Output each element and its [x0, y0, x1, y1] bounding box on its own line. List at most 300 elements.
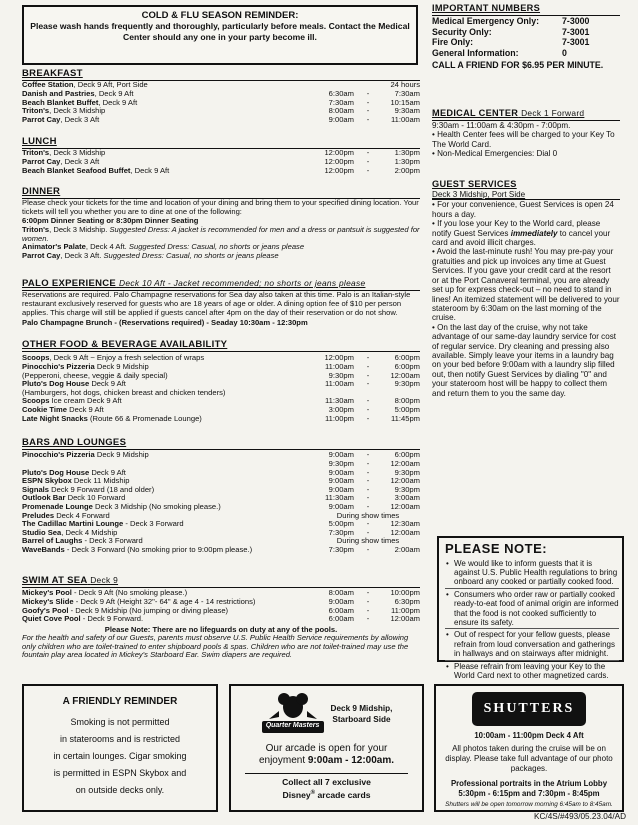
dash: -	[366, 484, 370, 494]
venue-detail: , Deck 9 Aft ~ Enjoy a fresh selection of wraps	[49, 354, 205, 363]
venue-detail: (Route 66 & Promenade Lounge)	[87, 414, 202, 423]
venue-name	[22, 486, 316, 495]
venue-name	[22, 81, 316, 90]
schedule-row	[22, 546, 420, 555]
schedule-row	[22, 158, 420, 167]
guest-p2: • If you lose your Key to the World card, please notify Guest Services immediately to cancel your card and avoid illicit charges.	[432, 219, 611, 248]
open-time: 9:00am	[328, 476, 354, 486]
reminder-line: in certain lounges. Cigar smoking	[53, 751, 187, 761]
shutters-hours: 10:00am - 11:00pm Deck 4 Aft	[474, 731, 584, 740]
call-friend-note: CALL A FRIEND FOR $6.95 PER MINUTE.	[432, 60, 604, 71]
venue-detail: (Hamburgers, hot dogs, chicken breast and chicken tenders)	[22, 388, 226, 397]
food-heading: OTHER FOOD & BEVERAGE AVAILABILITY	[22, 339, 228, 350]
open-time: 5:00pm	[328, 519, 354, 529]
venue-detail: - Deck 9 Midship (No jumping or diving please)	[68, 606, 229, 615]
dash: -	[366, 156, 370, 166]
venue-title: Beach Blanket Buffet	[22, 98, 99, 107]
venue-detail: Deck 4 Forward	[54, 511, 110, 520]
dash: -	[366, 450, 370, 460]
divider	[22, 351, 420, 352]
dash: -	[366, 396, 370, 406]
venue-title: Parrot Cay	[22, 157, 61, 166]
close-time: 1:30pm	[394, 156, 420, 166]
quarter-masters-text: Quarter Masters	[265, 722, 320, 729]
schedule-row	[22, 397, 420, 406]
schedule-row	[22, 116, 420, 125]
medical-heading: MEDICAL CENTER	[432, 108, 519, 118]
close-time: 12:00am	[390, 476, 420, 486]
guest-p1: • For your convenience, Guest Services is open 24 hours a day.	[432, 200, 614, 219]
bars-section	[22, 437, 420, 555]
important-list	[432, 16, 620, 58]
dash: -	[366, 88, 370, 98]
quarter-masters-logo	[261, 693, 325, 735]
dash: -	[366, 493, 370, 503]
open-time: 9:00am	[328, 484, 354, 494]
dash: -	[366, 379, 370, 389]
venue-detail: - Deck 3 Forward	[82, 537, 143, 546]
reminder-line: in staterooms and is restricted	[59, 734, 181, 744]
venue-title: The Cadillac Martini Lounge	[22, 520, 124, 529]
close-time: 11:00pm	[391, 605, 420, 615]
restaurant-name: Triton's	[22, 224, 50, 234]
schedule-row	[22, 90, 420, 99]
open-time: 12:00pm	[324, 148, 354, 158]
reminder-title: A FRIENDLY REMINDER	[62, 696, 178, 707]
friendly-reminder-box	[22, 684, 218, 812]
flu-title: COLD & FLU SEASON REMINDER:	[141, 10, 299, 21]
breakfast-section	[22, 68, 420, 124]
venue-detail: Deck 9 Forward (18 and older)	[49, 485, 155, 494]
schedule-row	[22, 512, 420, 521]
close-time: 12:00am	[390, 527, 420, 537]
venue-name	[22, 598, 316, 607]
open-time: 8:00am	[328, 106, 354, 116]
schedule-row	[22, 486, 420, 495]
note-item: • Consumers who order raw or partially cooked ready-to-eat food of animal origin are informed that the food is not cooked sufficiently to ensure its safety.	[445, 588, 619, 628]
show-times: During show times	[336, 536, 400, 546]
close-time: 9:30pm	[394, 484, 420, 494]
venue-title: Mickey's Slide	[22, 597, 74, 606]
dinner-section	[22, 186, 420, 261]
phone-number-row	[432, 37, 620, 48]
venue-name	[22, 149, 316, 158]
venue-detail: Deck 9 Midship	[94, 451, 149, 460]
dash: -	[366, 114, 370, 124]
flu-body: Please wash hands frequently and thoroughly, particularly before meals. Contact the Medical Center should any one in your party become ill.	[30, 21, 410, 43]
lunch-section	[22, 136, 420, 175]
open-time: 11:30am	[325, 396, 354, 406]
show-times: During show times	[336, 510, 400, 520]
open-time: 9:00am	[328, 467, 354, 477]
restaurant-location: , Deck 4 Aft.	[85, 242, 127, 252]
dash: -	[366, 165, 370, 175]
schedule-row	[22, 107, 420, 116]
open-time: 6:30am	[328, 88, 354, 98]
venue-name	[22, 397, 316, 406]
venue-title: Parrot Cay	[22, 115, 61, 124]
schedule-row	[22, 607, 420, 616]
venue-detail: Deck 9 Midship	[94, 362, 149, 371]
dress-code: Suggested Dress: Casual, no shorts or jeans please	[126, 242, 305, 252]
open-time: 7:30pm	[328, 527, 354, 537]
open-time: 7:30am	[328, 97, 354, 107]
phone-number-row	[432, 27, 620, 38]
phone-label: General Information:	[432, 47, 519, 58]
schedule-row	[22, 537, 420, 546]
close-time: 6:30pm	[394, 596, 420, 606]
open-time: 11:30am	[325, 493, 354, 503]
close-time: 6:00pm	[394, 353, 420, 363]
close-time: 10:00pm	[390, 588, 420, 598]
shutters-portraits-1: Professional portraits in the Atrium Lobby	[450, 779, 608, 789]
close-time: 11:45pm	[391, 413, 420, 423]
guest-sub: Deck 3 Midship, Port Side	[432, 190, 526, 200]
breakfast-heading: BREAKFAST	[22, 68, 83, 79]
dinner-intro: Please check your tickets for the time and location of your dining and bring them to your specified dining location. Your tickets will tell you whether you are to dine at one of the following:	[22, 198, 419, 217]
medical-nonmed: • Non-Medical Emergencies: Dial 0	[432, 149, 558, 159]
venue-title: Cookie Time	[22, 405, 68, 414]
medical-center	[428, 108, 624, 159]
schedule-row	[22, 372, 420, 381]
venue-name	[22, 520, 316, 529]
restaurant-location: , Deck 3 Aft.	[60, 251, 102, 261]
venue-detail: , Deck 9 Aft	[98, 98, 138, 107]
schedule-row	[22, 589, 420, 598]
note-item: • Out of respect for your fellow guests, please refrain from loud conversation and gatherings in hallways and on stairways after midnight.	[445, 628, 619, 658]
note-item: • Please refrain from leaving your Key to the World Card next to other magnetized cards.	[445, 660, 619, 681]
venue-detail: - Deck 3 Forward	[123, 520, 184, 529]
shutters-logo: SHUTTERS	[472, 692, 586, 726]
open-time: 6:00am	[328, 605, 354, 615]
schedule-row	[22, 598, 420, 607]
venue-name	[22, 589, 316, 598]
venue-name	[22, 406, 316, 415]
venue-title: Preludes	[22, 511, 55, 520]
footer-code: KC/4S/#493/05.23.04/AD	[534, 812, 626, 821]
open-time: 9:30pm	[328, 370, 354, 380]
dash: -	[366, 605, 370, 615]
dash: -	[366, 614, 370, 624]
venue-name	[22, 354, 316, 363]
venue-detail: (Pepperoni, cheese, veggie & daily special)	[22, 371, 168, 380]
dress-code: Suggested Dress: Casual, no shorts or jeans please	[101, 251, 279, 261]
close-time: 3:00am	[394, 493, 420, 503]
venue-title: WaveBands	[22, 545, 65, 554]
venue-detail: - Deck 9 Aft (No smoking please.)	[71, 589, 188, 598]
venue-title: Pluto's Dog House	[22, 380, 90, 389]
open-time: 11:00pm	[325, 413, 354, 423]
shutters-box	[434, 684, 624, 812]
open-time: 12:00pm	[324, 156, 354, 166]
schedule-row	[22, 469, 420, 478]
venue-name	[22, 363, 316, 372]
dash: -	[366, 361, 370, 371]
venue-detail: , Deck 9 Aft	[130, 166, 170, 175]
venue-title: Goofy's Pool	[22, 606, 69, 615]
venue-name	[22, 477, 316, 486]
arcade-open-1: Our arcade is open for your	[265, 743, 388, 754]
open-time: 11:00am	[325, 379, 354, 389]
venue-name	[22, 451, 316, 460]
close-time: 5:00pm	[394, 404, 420, 414]
close-time: 24 hours	[390, 80, 420, 90]
bars-heading: BARS AND LOUNGES	[22, 437, 127, 448]
venue-title: Beach Blanket Seafood Buffet	[22, 166, 131, 175]
dinner-line	[22, 252, 420, 261]
close-time: 12:00am	[390, 458, 420, 468]
shutters-display: All photos taken during the cruise will be on display. Please take full advantage of our photo packages.	[445, 744, 613, 774]
venue-detail: Deck 10 Forward	[65, 494, 126, 503]
venue-title: Outlook Bar	[22, 494, 66, 503]
please-note-heading: PLEASE NOTE:	[445, 541, 548, 556]
close-time: 12:00am	[390, 370, 420, 380]
open-time: 12:00pm	[324, 165, 354, 175]
venue-name	[22, 415, 316, 424]
arcade-open-2: enjoyment 9:00am - 12:00am.	[258, 755, 395, 766]
venue-name	[22, 158, 316, 167]
schedule-row	[22, 99, 420, 108]
schedule-row	[22, 81, 420, 90]
venue-detail: , Deck 3 Aft	[60, 157, 100, 166]
open-time: 7:30pm	[328, 544, 354, 554]
restaurant-name: Parrot Cay	[22, 251, 61, 261]
reminder-body	[24, 714, 216, 799]
venue-detail: Deck 11 Midship	[71, 477, 130, 486]
venue-name	[22, 512, 316, 521]
flu-reminder-box	[22, 5, 418, 65]
open-time: 9:00am	[328, 501, 354, 511]
close-time: 12:00am	[390, 614, 420, 624]
dash: -	[366, 467, 370, 477]
venue-name	[22, 607, 316, 616]
please-note-box	[437, 536, 624, 681]
swim-list	[22, 589, 420, 623]
venue-title: Danish and Pastries	[22, 89, 95, 98]
venue-detail: , Deck 3 Aft	[60, 115, 100, 124]
close-time: 6:00pm	[394, 361, 420, 371]
schedule-row	[22, 451, 420, 460]
divider	[22, 449, 420, 450]
venue-name	[22, 537, 316, 546]
palo-body: Reservations are required. Palo Champagne reservations for Sea day also taken at this time. Palo is an Italian-style restaurant exclusively reserved for guests who are 18 years of age or older. A dining option fee of $10 per person applies. This charge will still be applied if guests cancel after 4pm on the day of their reservation or do not show.	[22, 290, 411, 317]
phone-label: Medical Emergency Only:	[432, 16, 540, 27]
venue-detail: - Deck 9 Aft (Height 32"- 64" & age 4 - 14 restrictions)	[73, 597, 256, 606]
shutters-portraits-2: 5:30pm - 6:15pm and 7:30pm - 8:45pm	[458, 789, 600, 799]
medical-hours: 9:30am - 11:00am & 4:30pm - 7:00pm.	[432, 121, 571, 131]
palo-section	[22, 278, 420, 328]
venue-detail: , Deck 9 Aft, Port Side	[73, 81, 148, 90]
close-time: 2:00pm	[394, 165, 420, 175]
venue-title: Mickey's Pool	[22, 589, 72, 598]
close-time: 9:30pm	[394, 467, 420, 477]
open-time: 11:00am	[325, 361, 354, 371]
venue-detail: Deck 9 Aft	[89, 380, 126, 389]
venue-title: ESPN Skybox	[22, 477, 72, 486]
open-time: 6:00am	[328, 614, 354, 624]
venue-detail: Deck 9 Aft	[67, 405, 104, 414]
schedule-row	[22, 460, 420, 469]
open-time: 9:30pm	[328, 458, 354, 468]
venue-name	[22, 615, 316, 624]
dash: -	[366, 588, 370, 598]
reminder-line: is permitted in ESPN Skybox and	[53, 768, 187, 778]
divider	[22, 587, 420, 588]
venue-name	[22, 90, 316, 99]
venue-title: Late Night Snacks	[22, 414, 88, 423]
venue-title: Promenade Lounge	[22, 502, 93, 511]
open-time: 3:00pm	[328, 404, 354, 414]
please-note-list	[445, 558, 619, 681]
dinner-line	[22, 226, 420, 244]
guest-services	[428, 179, 624, 398]
dash: -	[366, 106, 370, 116]
venue-name	[22, 372, 316, 381]
venue-title: Pinocchio's Pizzeria	[22, 451, 95, 460]
food-list	[22, 354, 420, 423]
venue-title: Pinocchio's Pizzeria	[22, 362, 95, 371]
venue-name	[22, 389, 316, 398]
schedule-row	[22, 149, 420, 158]
dash: -	[366, 404, 370, 414]
arcade-location-2: Starboard Side	[332, 715, 391, 724]
schedule-row	[22, 354, 420, 363]
schedule-row	[22, 389, 420, 398]
restaurant-name: Animator's Palate	[22, 242, 86, 252]
phone-number-row	[432, 48, 620, 59]
dinner-heading: DINNER	[22, 186, 61, 197]
guest-p3: • Avoid the last-minute rush! You may pre-pay your gratuities and pick up invoices any time at Guest Services. If you gave your credit card at the resort or at the Port Canaveral terminal, you are already set up for express check-out – no need to stand in lines! An itemized statement will be delivered to your stateroom by 6:30am on the last morning of the cruise.	[432, 247, 620, 323]
arcade-collect-2: Disney® arcade cards	[282, 789, 371, 800]
dash: -	[366, 97, 370, 107]
open-time: 9:00am	[328, 114, 354, 124]
medical-fees: • Health Center fees will be charged to your Key To The World Card.	[432, 130, 615, 149]
arcade-location-1: Deck 9 Midship,	[330, 704, 393, 713]
venue-detail: Deck 3 Midship (No smoking please.)	[92, 502, 221, 511]
food-section	[22, 339, 420, 423]
dash: -	[366, 458, 370, 468]
schedule-row	[22, 380, 420, 389]
dash: -	[366, 596, 370, 606]
venue-name	[22, 469, 316, 478]
close-time: 2:00am	[394, 544, 420, 554]
dash: -	[366, 527, 370, 537]
close-time: 6:00pm	[394, 450, 420, 460]
venue-name	[22, 494, 316, 503]
arcade-collect-1: Collect all 7 exclusive	[282, 777, 371, 787]
dash: -	[366, 148, 370, 158]
venue-title: Scoops	[22, 354, 50, 363]
venue-detail: Deck 9 Aft	[89, 468, 126, 477]
dash: -	[366, 370, 370, 380]
phone-value: 7-3001	[562, 26, 590, 37]
venue-name	[22, 116, 316, 125]
phone-label: Fire Only:	[432, 37, 474, 48]
phone-value: 7-3000	[562, 16, 590, 27]
venue-detail: , Deck 9 Aft	[94, 89, 134, 98]
venue-name	[22, 380, 316, 389]
venue-name	[22, 529, 316, 538]
swim-section	[22, 575, 420, 660]
medical-sub: Deck 1 Forward	[521, 108, 585, 118]
reminder-line: Smoking is not permitted	[70, 717, 170, 727]
schedule-row	[22, 167, 420, 176]
important-heading: IMPORTANT NUMBERS	[432, 3, 541, 13]
schedule-row	[22, 406, 420, 415]
venue-title: Pluto's Dog House	[22, 468, 90, 477]
venue-name	[22, 503, 316, 512]
venue-title: Quiet Cove Pool	[22, 615, 81, 624]
schedule-row	[22, 615, 420, 624]
phone-value: 7-3001	[562, 37, 590, 48]
venue-title: Triton's	[22, 107, 50, 116]
lunch-list	[22, 149, 420, 175]
close-time: 9:30am	[394, 106, 420, 116]
dinner-list	[22, 226, 420, 261]
swim-note: Please Note: There are no lifeguards on duty at any of the pools.	[104, 624, 338, 634]
breakfast-list	[22, 81, 420, 124]
dash: -	[366, 476, 370, 486]
swim-heading: SWIM AT SEA	[22, 575, 88, 586]
lunch-heading: LUNCH	[22, 136, 57, 147]
venue-title: Coffee Station	[22, 81, 74, 90]
schedule-row	[22, 494, 420, 503]
arcade-box	[229, 684, 424, 812]
schedule-row	[22, 520, 420, 529]
close-time: 12:30am	[390, 519, 420, 529]
venue-detail: , Deck 3 Midship	[49, 107, 106, 116]
swim-health-note: For the health and safety of our Guests, parents must observe U.S. Public Health Service requirements by allowing only children who are toilet-trained to enter shipboard pools & spas. Children who are not toilet-trained may use the fountain play area located in Mickey's Starboard Ear. Swim diapers are required.	[22, 632, 409, 660]
close-time: 9:30pm	[394, 379, 420, 389]
dash: -	[366, 413, 370, 423]
phone-number-row	[432, 16, 620, 27]
venue-title: Barrel of Laughs	[22, 537, 83, 546]
close-time: 1:30pm	[394, 148, 420, 158]
guest-heading: GUEST SERVICES	[432, 179, 517, 189]
venue-title: Studio Sea	[22, 528, 62, 537]
swim-sub: Deck 9	[90, 575, 119, 585]
close-time: 8:00pm	[394, 396, 420, 406]
dash: -	[366, 519, 370, 529]
palo-heading: PALO EXPERIENCE	[22, 278, 117, 289]
note-item: • We would like to inform guests that it is against U.S. Public Health regulations to bring onboard any cooked or partially cooked food.	[445, 558, 619, 587]
venue-title: Scoops	[22, 397, 50, 406]
palo-sub: Deck 10 Aft - Jacket recommended; no shorts or jeans please	[119, 278, 366, 288]
venue-title: Triton's	[22, 149, 50, 158]
venue-name	[22, 107, 316, 116]
guest-p4: • On the last day of the cruise, why not take advantage of our same-day laundry service for cost of regular service. Dry cleaning and pressing also available. Simply leave your items in a laundry bag on your bed before 9:00am with a laundry slip filled out, then notify Guest Services by dialing "0" and your stateroom host will be happy to collect them and return them to you the same day.	[432, 322, 617, 398]
palo-brunch: Palo Champagne Brunch - (Reservations required) - Seaday 10:30am - 12:30pm	[22, 317, 308, 327]
open-time: 12:00pm	[324, 353, 354, 363]
dash: -	[366, 353, 370, 363]
dinner-seating: 6:00pm Dinner Seating or 8:30pm Dinner Seating	[22, 215, 199, 225]
close-time: 7:30am	[394, 88, 420, 98]
dash: -	[366, 501, 370, 511]
venue-name	[22, 99, 316, 108]
phone-value: 0	[562, 47, 567, 58]
restaurant-location: , Deck 3 Midship.	[49, 224, 108, 234]
phone-label: Security Only:	[432, 26, 492, 37]
close-time: 12:00am	[390, 501, 420, 511]
important-numbers	[428, 1, 624, 97]
dash: -	[366, 544, 370, 554]
open-time: 8:00am	[328, 588, 354, 598]
close-time: 11:00am	[391, 114, 420, 124]
venue-name	[22, 546, 316, 555]
venue-detail: - Deck 9 Forward.	[80, 615, 144, 624]
venue-detail: , Deck 3 Midship	[49, 149, 106, 158]
schedule-row	[22, 477, 420, 486]
